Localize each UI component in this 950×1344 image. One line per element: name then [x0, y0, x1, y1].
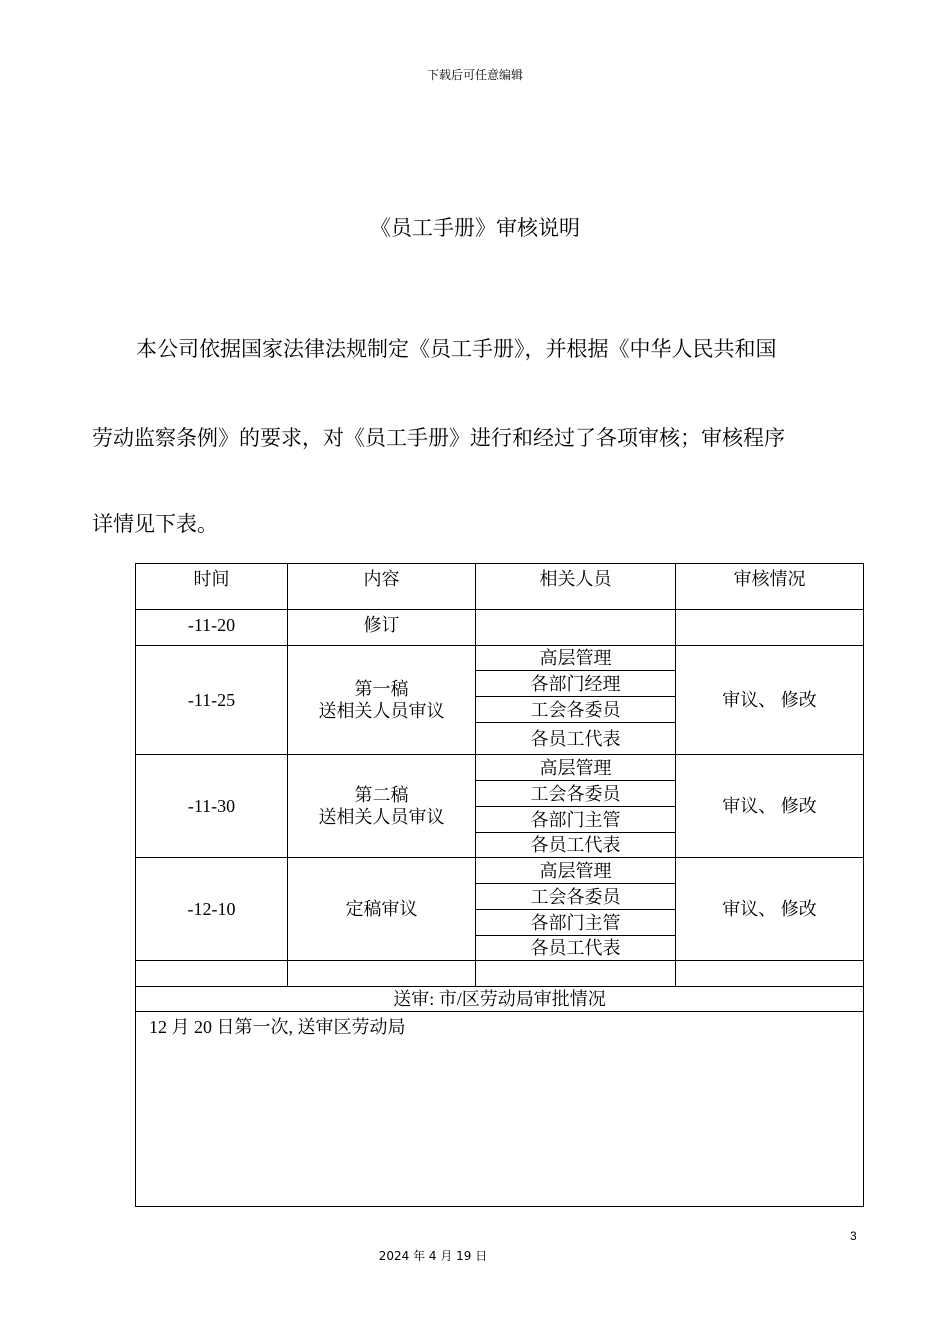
- row-person: 各员工代表: [476, 723, 676, 755]
- row-person: 高层管理: [476, 858, 676, 884]
- page-number: 3: [850, 1229, 857, 1243]
- header-time: 时间: [136, 564, 288, 610]
- header-people: 相关人员: [476, 564, 676, 610]
- approval-header: 送审: 市/区劳动局审批情况: [136, 987, 864, 1012]
- row-people: [476, 610, 676, 646]
- row-status: 审议、 修改: [676, 755, 864, 858]
- content-line: 送相关人员审议: [318, 701, 445, 721]
- empty-cell: [288, 961, 476, 987]
- row-status: 审议、 修改: [676, 646, 864, 755]
- header-status: 审核情况: [676, 564, 864, 610]
- paragraph-line-1: 本公司依据国家法律法规制定《员工手册》，并根据《中华人民共和国: [136, 337, 777, 361]
- row-person: 高层管理: [476, 646, 676, 671]
- row-time: -12-10: [136, 858, 288, 961]
- table-row-empty: [136, 961, 864, 987]
- row-person: 各员工代表: [476, 936, 676, 961]
- row-person: 工会各委员: [476, 884, 676, 910]
- table-row: [136, 858, 864, 884]
- row-content: [288, 646, 476, 755]
- row-content: [288, 755, 476, 858]
- review-table: [135, 563, 864, 1207]
- row-content: 定稿审议: [288, 858, 476, 961]
- row-person: 工会各委员: [476, 697, 676, 723]
- empty-cell: [676, 961, 864, 987]
- row-time: -11-25: [136, 646, 288, 755]
- row-status: 审议、 修改: [676, 858, 864, 961]
- footer-date: 2024 年 4 月 19 日: [378, 1249, 488, 1263]
- table-row: [136, 610, 864, 646]
- table-row: [136, 646, 864, 671]
- row-time: -11-20: [136, 610, 288, 646]
- paragraph-line-3: 详情见下表。: [92, 512, 218, 536]
- approval-header-row: [136, 987, 864, 1012]
- content-line: 第一稿: [354, 679, 409, 699]
- row-content: 修订: [288, 610, 476, 646]
- empty-cell: [136, 961, 288, 987]
- row-person: 各部门主管: [476, 807, 676, 833]
- row-person: 各部门主管: [476, 910, 676, 936]
- row-person: 工会各委员: [476, 781, 676, 807]
- approval-note-row: [136, 1012, 864, 1207]
- approval-note: 12 月 20 日第一次, 送审区劳动局: [136, 1012, 864, 1207]
- content-line: 送相关人员审议: [318, 807, 445, 827]
- header-content: 内容: [288, 564, 476, 610]
- empty-cell: [476, 961, 676, 987]
- page-header: 下载后可任意编辑: [426, 68, 523, 82]
- row-person: 各部门经理: [476, 671, 676, 697]
- document-title: 《员工手册》审核说明: [370, 216, 580, 240]
- paragraph-line-2: 劳动监察条例》的要求，对《员工手册》进行和经过了各项审核；审核程序: [92, 426, 785, 450]
- content-line: 第二稿: [354, 785, 409, 805]
- table-row: [136, 755, 864, 781]
- row-time: -11-30: [136, 755, 288, 858]
- row-person: 高层管理: [476, 755, 676, 781]
- row-person: 各员工代表: [476, 833, 676, 858]
- row-status: [676, 610, 864, 646]
- table-header-row: [136, 564, 864, 610]
